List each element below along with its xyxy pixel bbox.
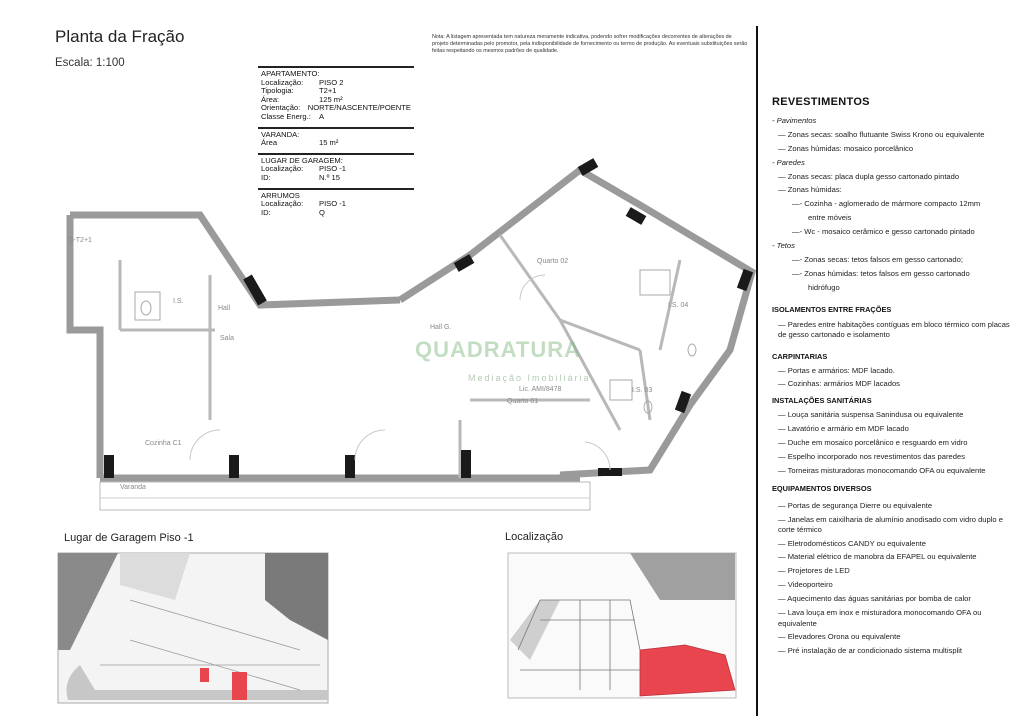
spec-line: —- Cozinha - aglomerado de mármore compacto 12mm: [792, 199, 981, 209]
plan-label: I.S. 03: [632, 387, 653, 394]
spec-item: — Lava louça em inox e misturadora monocomando OFA ou equivalente: [778, 608, 982, 628]
garage-highlight-parking: [232, 672, 247, 700]
info-value: PISO 2: [319, 77, 344, 87]
info-value: N.º 15: [319, 172, 340, 182]
spec-item: — Projetores de LED: [778, 566, 850, 576]
plan-label: Quarto 01: [507, 398, 539, 405]
caption-localizacao: Localização: [505, 531, 564, 543]
info-heading: APARTAMENTO:: [261, 69, 320, 78]
info-key: Orientação:: [261, 103, 301, 113]
plan-door: [190, 430, 220, 460]
plan-door: [585, 442, 610, 470]
spec-line: — Zonas secas: soalho flutuante Swiss Krono ou equivalente: [778, 129, 985, 139]
spec-line: —- Zonas secas: tetos falsos em gesso cartonado;: [792, 254, 963, 264]
plan-label: Hall G.: [430, 324, 452, 331]
plan-label: Hall: [218, 305, 231, 312]
spec-line: - Tetos: [772, 241, 795, 251]
spec-line: - Pavimentos: [772, 115, 817, 125]
spec-item: — Lavatório e armário em MDF lacado: [778, 424, 909, 434]
plan-label: I.S. 04: [668, 302, 689, 309]
info-key: Área:: [261, 94, 280, 104]
spec-line: —- Zonas húmidas: tetos falsos em gesso cartonado: [792, 268, 970, 278]
info-key: Classe Energ.:: [261, 111, 311, 121]
spec-item: — Cozinhas: armários MDF lacados: [778, 379, 900, 389]
plan-fixture: [141, 301, 151, 315]
plan-fixture: [135, 292, 160, 320]
info-key: Tipologia:: [261, 86, 294, 96]
plan-label: Q-T2+1: [68, 237, 92, 244]
garage-plan: [58, 553, 328, 703]
section-title: EQUIPAMENTOS DIVERSOS: [772, 483, 872, 493]
specifications-panel: [772, 96, 1012, 658]
scale-label: Escala: 1:100: [55, 57, 125, 69]
plan-fixture: [688, 344, 696, 356]
info-key: ID:: [261, 207, 271, 217]
info-heading: ARRUMOS: [261, 190, 300, 200]
plan-wall: [640, 350, 650, 420]
info-value: Q: [319, 207, 325, 217]
info-value: T2+1: [319, 86, 337, 96]
garage-highlight-arrumos: [200, 668, 209, 682]
info-heading: VARANDA:: [261, 129, 300, 139]
spec-item: — Torneiras misturadoras monocomando OFA ou equivalente: [778, 465, 986, 475]
plan-balcony: [100, 482, 590, 510]
plan-label: I.S.: [173, 298, 184, 305]
column-divider: [756, 26, 758, 716]
plan-door: [355, 430, 385, 460]
spec-line: - Paredes: [772, 157, 805, 167]
spec-line: — Zonas húmidas: mosaico porcelânico: [778, 143, 914, 153]
spec-item: — Espelho incorporado nos revestimentos das paredes: [778, 451, 965, 461]
info-key: Localização:: [261, 164, 304, 174]
disclaimer-note: Nota: A listagem apresentada tem natureza meramente indicativa, podendo sofrer modificações decorrentes de alterações de projeto determinadas pelo promotor, pela indisponibilidade de fornecimento ou termo de produção. As eventuais substituições serão feitas respeitando os mesmos padrões de qualidade.: [432, 34, 748, 54]
spec-item: — Elevadores Orona ou equivalente: [778, 632, 901, 642]
watermark-logo: QUADRATURA: [415, 337, 582, 362]
info-key: Localização:: [261, 77, 304, 87]
spec-item: — Eletrodomésticos CANDY ou equivalente: [778, 538, 927, 548]
plan-label: Cozinha C1: [145, 440, 182, 447]
info-key: Área: [261, 138, 278, 148]
info-value: 125 m²: [319, 94, 343, 104]
spec-item: — Material elétrico de manobra da EFAPEL ou equivalente: [778, 552, 977, 562]
plan-fixture: [610, 380, 632, 400]
spec-line: entre móveis: [808, 213, 852, 223]
plan-label: Quarto 02: [537, 258, 569, 265]
plan-column: [345, 455, 355, 478]
plan-column: [104, 455, 114, 478]
plan-door: [520, 275, 545, 300]
watermark-subtitle: Mediação Imobiliária: [468, 373, 591, 383]
section-title: ISOLAMENTOS ENTRE FRAÇÕES: [772, 304, 892, 314]
section-title: INSTALAÇÕES SANITÁRIAS: [772, 396, 872, 406]
plan-fixture: [640, 270, 670, 295]
info-value: NORTE/NASCENTE/POENTE: [307, 103, 411, 113]
info-key: Localização:: [261, 199, 304, 209]
spec-line: — Zonas húmidas:: [778, 185, 842, 195]
plan-column: [461, 450, 471, 478]
info-value: PISO -1: [319, 199, 347, 209]
plan-column: [229, 455, 239, 478]
spec-item: — Pré instalação de ar condicionado sistema multisplit: [778, 646, 963, 655]
plan-wall: [500, 235, 560, 320]
spec-item: — Duche em mosaico porcelânico e resguardo em vidro: [778, 438, 968, 448]
spec-item: — Videoporteiro: [778, 580, 833, 590]
plan-wall: [70, 215, 100, 478]
spec-item: — Aquecimento das águas sanitárias por bomba de calor: [778, 594, 971, 604]
spec-item: — Portas e armários: MDF lacado.: [778, 365, 895, 375]
section-title: CARPINTARIAS: [772, 351, 828, 361]
spec-line: hidrófugo: [808, 282, 840, 292]
caption-garagem: Lugar de Garagem Piso -1: [64, 532, 194, 544]
info-heading: LUGAR DE GARAGEM:: [261, 155, 343, 165]
location-plan: [508, 553, 736, 698]
plan-label: Varanda: [120, 484, 146, 491]
spec-item: — Portas de segurança Dierre ou equivalente: [778, 500, 933, 510]
plan-label: Lic. AMI/8478: [519, 386, 562, 393]
info-value: 15 m²: [319, 138, 339, 148]
spec-item: — Janelas em caixilharia de alumínio anodisado com vidro duplo e corte térmico: [778, 514, 1003, 535]
page-title: Planta da Fração: [55, 27, 185, 46]
plan-label: Sala: [220, 335, 235, 342]
spec-item: — Louça sanitária suspensa Sanindusa ou equivalente: [778, 410, 964, 420]
spec-line: —- Wc - mosaico cerâmico e gesso cartonado pintado: [792, 227, 975, 237]
revestimentos-title: REVESTIMENTOS: [772, 96, 870, 108]
spec-item: — Paredes entre habitações contíguas em bloco térmico com placas de gesso cartonado e isolamento: [778, 319, 1010, 339]
plan-wall: [400, 170, 752, 475]
spec-line: — Zonas secas: placa dupla gesso cartonado pintado: [778, 171, 960, 181]
info-value: A: [319, 111, 325, 121]
info-key: ID:: [261, 172, 271, 182]
info-value: PISO -1: [319, 164, 347, 174]
